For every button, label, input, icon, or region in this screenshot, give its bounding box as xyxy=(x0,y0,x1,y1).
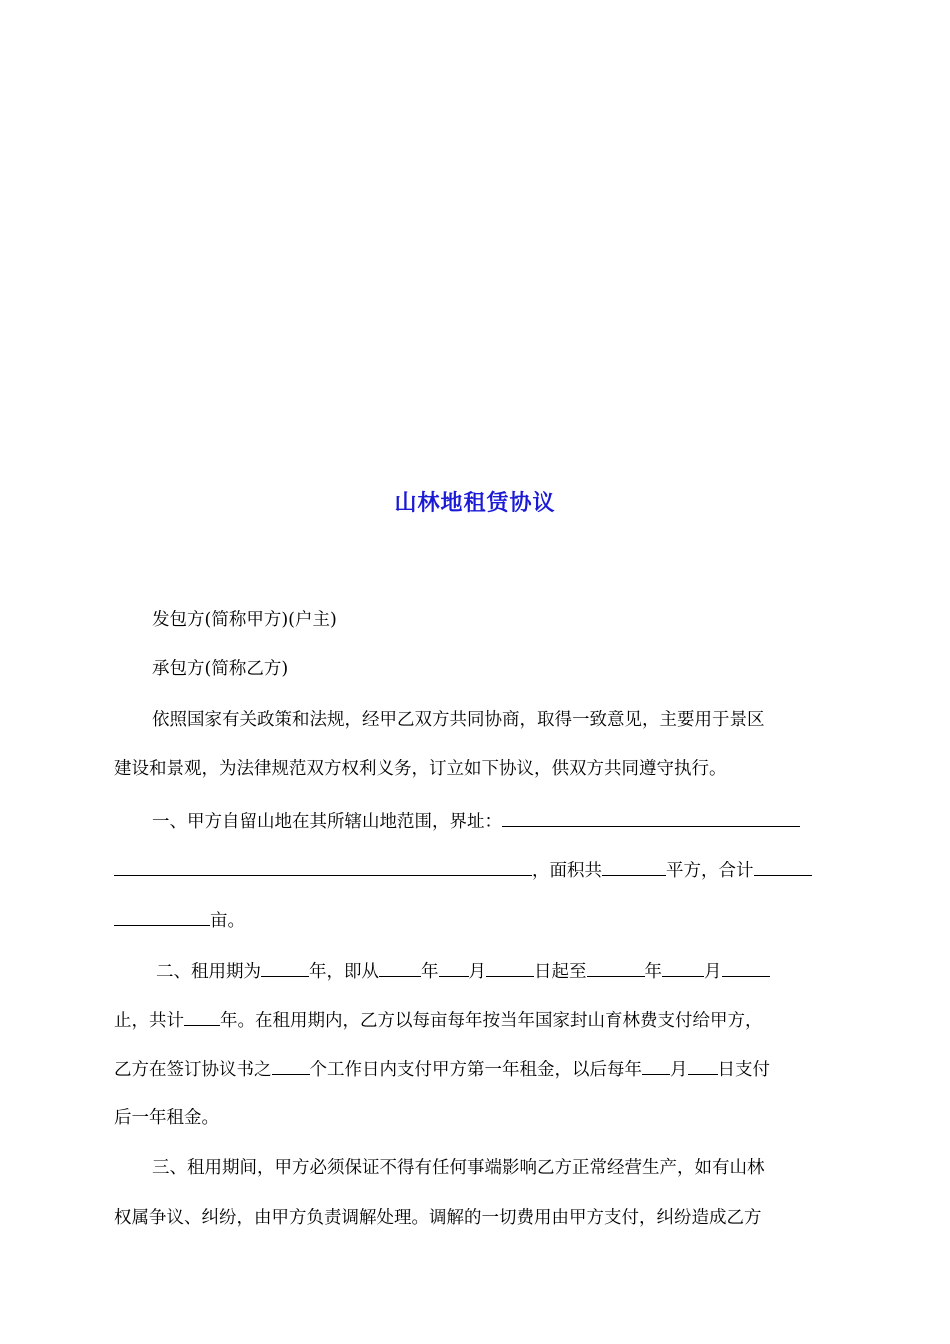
until-label: 日起至 xyxy=(534,962,587,982)
total-label: 止，共计 xyxy=(114,1011,184,1031)
end-day-blank xyxy=(722,958,770,977)
total-blank xyxy=(754,857,812,876)
boundary-blank-cont xyxy=(114,857,532,876)
mu-label: 亩。 xyxy=(210,911,245,931)
area-label: ，面积共 xyxy=(532,861,602,881)
pay-day-blank xyxy=(688,1056,718,1075)
clause1-line-2 xyxy=(114,857,812,883)
area-blank xyxy=(602,857,666,876)
workdays-blank xyxy=(272,1056,310,1075)
party-b-line: 承包方(简称乙方) xyxy=(152,659,289,679)
preamble-line-2: 建设和景观，为法律规范双方权利义务，订立如下协议，供双方共同遵守执行。 xyxy=(114,759,727,779)
year-label: 年 xyxy=(421,962,439,982)
clause2-line-2 xyxy=(114,1007,763,1033)
pay-label: 日支付 xyxy=(717,1060,770,1080)
document-title: 山林地租赁协议 xyxy=(394,491,556,516)
sign-within-label: 乙方在签订协议书之 xyxy=(114,1060,272,1080)
month-label-2: 月 xyxy=(704,962,722,982)
clause1-line-3 xyxy=(114,907,245,933)
end-year-blank xyxy=(587,958,645,977)
year-label-2: 年 xyxy=(644,962,662,982)
rent-terms-text: 年。在租用期内，乙方以每亩每年按当年国家封山育林费支付给甲方， xyxy=(220,1011,763,1031)
clause1-line-1 xyxy=(152,808,800,834)
start-year-blank xyxy=(379,958,421,977)
end-month-blank xyxy=(662,958,704,977)
total-blank-cont xyxy=(114,907,210,926)
clause3-line-2: 权属争议、纠纷，由甲方负责调解处理。调解的一切费用由甲方支付，纠纷造成乙方 xyxy=(114,1208,762,1228)
start-month-blank xyxy=(439,958,469,977)
clause3-line-1: 三、租用期间，甲方必须保证不得有任何事端影响乙方正常经营生产，如有山林 xyxy=(152,1158,765,1178)
boundary-blank xyxy=(502,808,800,827)
party-a-line: 发包方(简称甲方)(户主) xyxy=(152,610,337,630)
clause1-boundary-label: 一、甲方自留山地在其所辖山地范围，界址： xyxy=(152,812,502,832)
total-years-blank xyxy=(184,1007,220,1026)
term-years-blank xyxy=(261,958,309,977)
payment-text: 个工作日内支付甲方第一年租金，以后每年 xyxy=(309,1060,642,1080)
pay-month-blank xyxy=(642,1056,670,1075)
month-label-3: 月 xyxy=(670,1060,688,1080)
clause2-line-1 xyxy=(156,958,770,984)
from-label: 年，即从 xyxy=(309,962,379,982)
term-label: 二、租用期为 xyxy=(156,962,261,982)
area-unit-label: 平方，合计 xyxy=(666,861,754,881)
start-day-blank xyxy=(486,958,534,977)
month-label: 月 xyxy=(468,962,486,982)
clause2-line-3 xyxy=(114,1056,770,1082)
clause2-line-4: 后一年租金。 xyxy=(114,1108,219,1128)
preamble-line-1: 依照国家有关政策和法规，经甲乙双方共同协商，取得一致意见，主要用于景区 xyxy=(152,710,765,730)
